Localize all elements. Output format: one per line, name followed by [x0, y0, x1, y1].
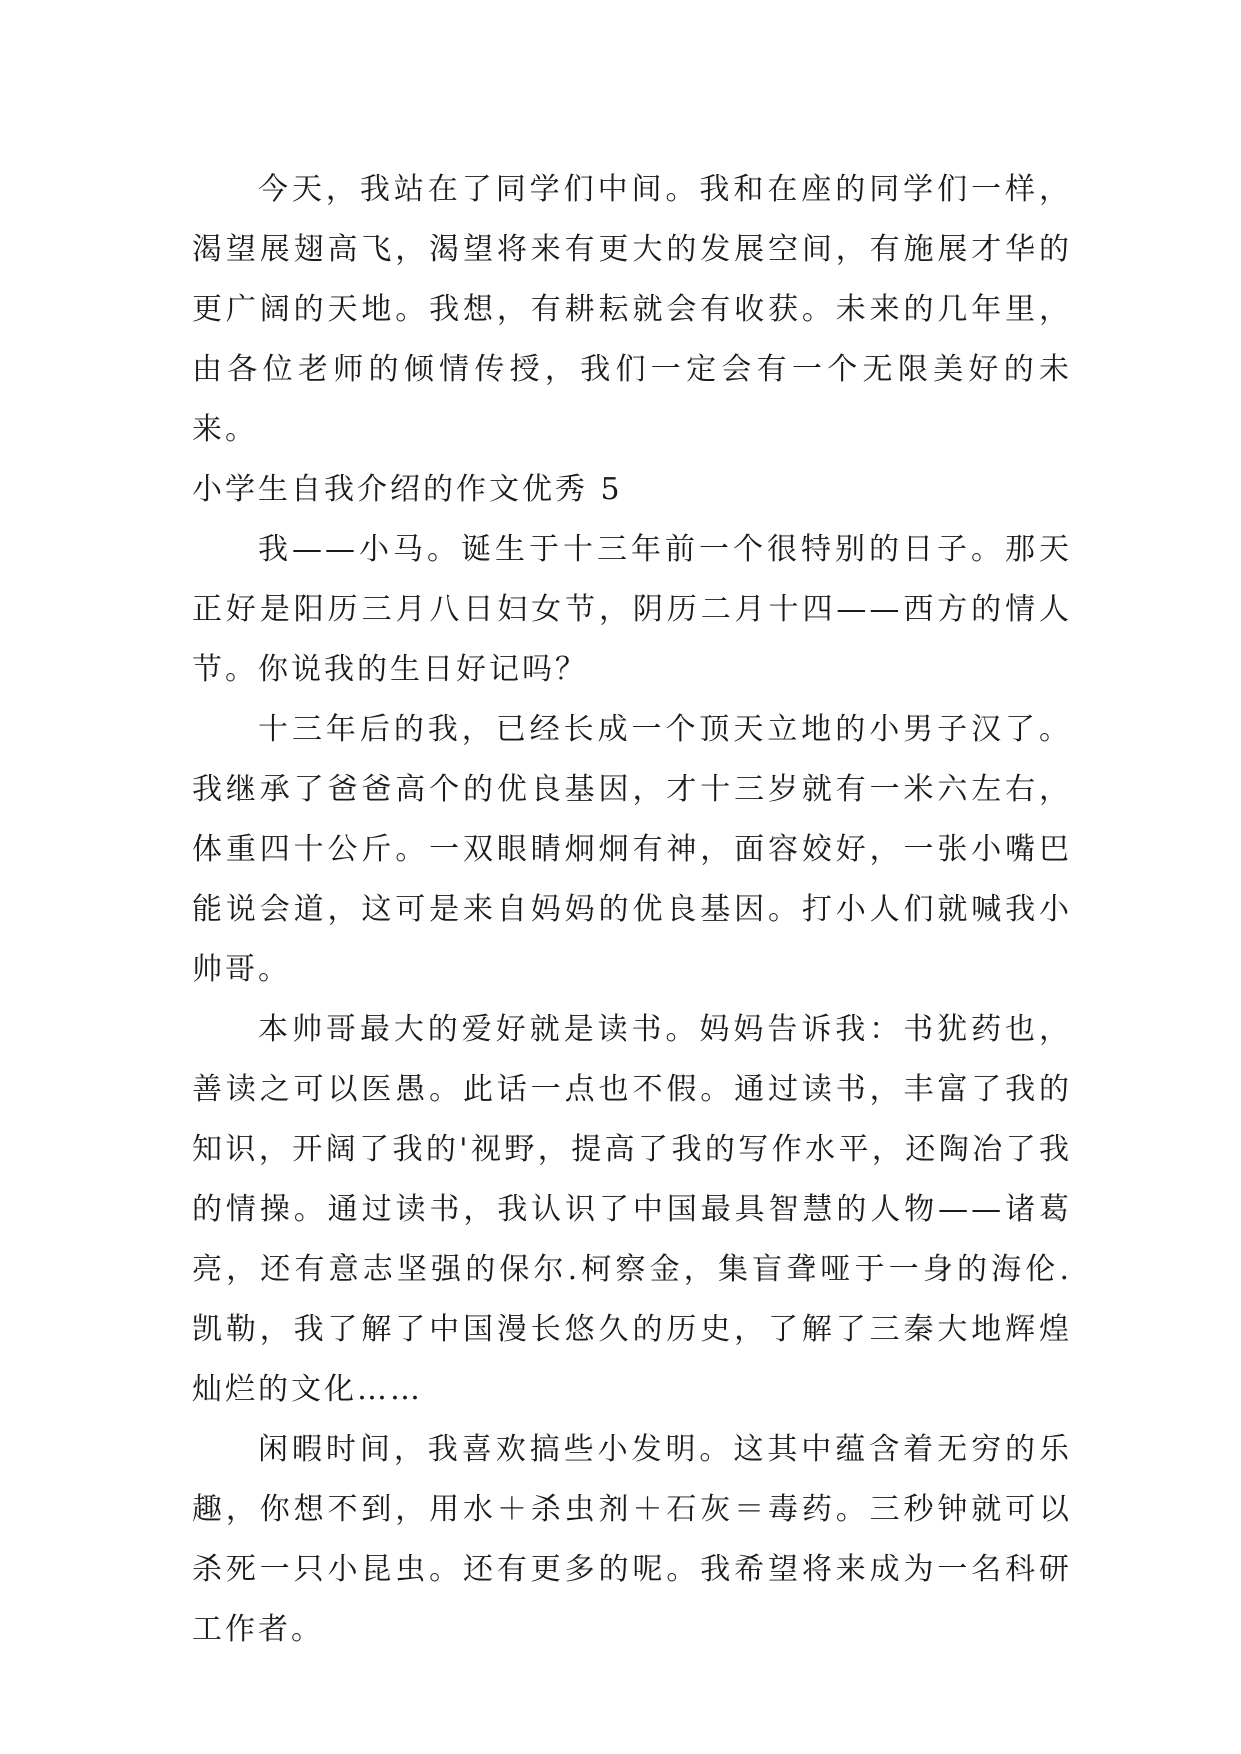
paragraph-2: 我——小马。诞生于十三年前一个很特别的日子。那天正好是阳历三月八日妇女节，阴历二月十四——西方的情人节。你说我的生日好记吗？ — [192, 532, 1072, 687]
paragraph-1: 今天，我站在了同学们中间。我和在座的同学们一样，渴望展翅高飞，渴望将来有更大的发展空间，有施展才华的更广阔的天地。我想，有耕耘就会有收获。未来的几年里，由各位老师的倾情传授，我们一定会有一个无限美好的未来。 — [192, 172, 1072, 447]
paragraph-3: 十三年后的我，已经长成一个顶天立地的小男子汉了。我继承了爸爸高个的优良基因，才十三岁就有一米六左右，体重四十公斤。一双眼睛炯炯有神，面容姣好，一张小嘴巴能说会道，这可是来自妈妈的优良基因。打小人们就喊我小帅哥。 — [192, 712, 1072, 987]
document-body — [192, 160, 1072, 1660]
paragraph-4: 本帅哥最大的爱好就是读书。妈妈告诉我：书犹药也，善读之可以医愚。此话一点也不假。通过读书，丰富了我的知识，开阔了我的'视野，提高了我的写作水平，还陶冶了我的情操。通过读书，我认识了中国最具智慧的人物——诸葛亮，还有意志坚强的保尔.柯察金，集盲聋哑于一身的海伦.凯勒，我了解了中国漫长悠久的历史，了解了三秦大地辉煌灿烂的文化…… — [192, 1012, 1072, 1407]
paragraph-5: 闲暇时间，我喜欢搞些小发明。这其中蕴含着无穷的乐趣，你想不到，用水＋杀虫剂＋石灰＝毒药。三秒钟就可以杀死一只小昆虫。还有更多的呢。我希望将来成为一名科研工作者。 — [192, 1432, 1072, 1647]
section-heading: 小学生自我介绍的作文优秀 5 — [192, 472, 623, 507]
